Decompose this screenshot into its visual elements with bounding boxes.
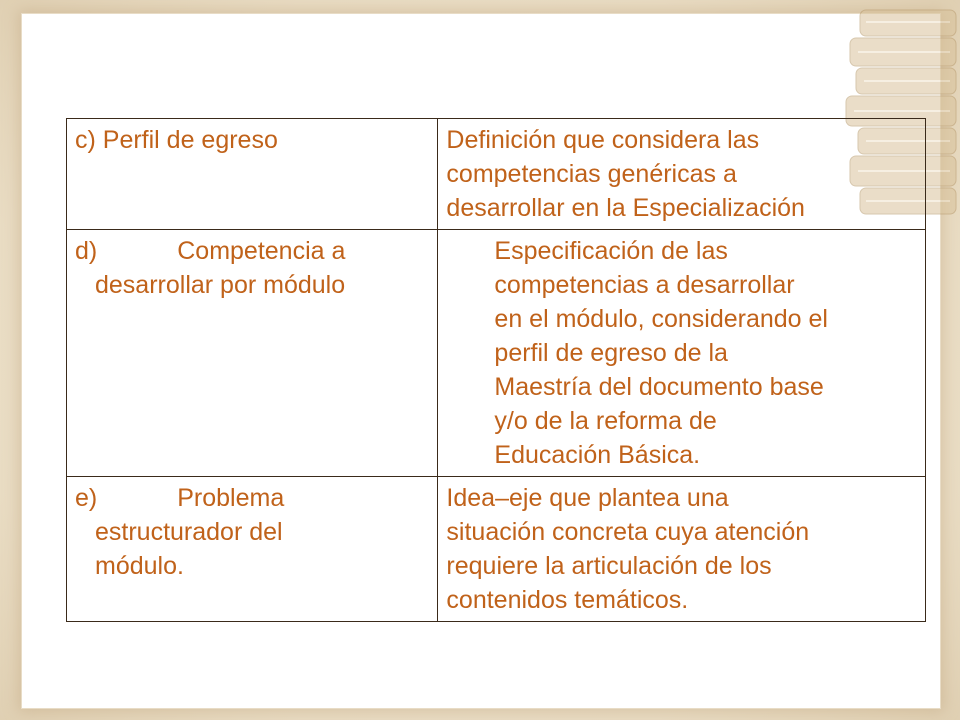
definition-line: Educación Básica. — [494, 441, 701, 469]
table-row — [67, 119, 926, 230]
definition-line: Especificación de las — [494, 237, 728, 265]
definition-line: Maestría del documento base — [494, 373, 824, 401]
definition-line: Definición que considera las — [446, 126, 760, 154]
definition-cell — [438, 230, 926, 477]
definition-line: requiere la articulación de los — [446, 552, 772, 580]
term-cell — [67, 119, 438, 230]
term-cell — [67, 230, 438, 477]
definition-line: competencias a desarrollar — [494, 271, 795, 299]
term-prefix: e) — [75, 484, 98, 512]
term-text: desarrollar por módulo — [95, 271, 346, 299]
definition-cell — [438, 119, 926, 230]
definition-line: contenidos temáticos. — [446, 586, 689, 614]
definition-line: situación concreta cuya atención — [446, 518, 810, 546]
term-text: Problema — [177, 484, 285, 512]
definition-line: y/o de la reforma de — [494, 407, 717, 435]
term-first-line — [75, 481, 431, 515]
definition-line: en el módulo, considerando el — [494, 305, 828, 333]
term-text: Competencia a — [177, 237, 346, 265]
table-row — [67, 477, 926, 622]
definition-line: competencias genéricas a — [446, 160, 737, 188]
definition-line: perfil de egreso de la — [494, 339, 728, 367]
table-row — [67, 230, 926, 477]
term-prefix: d) — [75, 237, 98, 265]
term-text: c) Perfil de egreso — [75, 126, 278, 154]
definition-cell — [438, 477, 926, 622]
term-text: estructurador del — [95, 518, 283, 546]
definitions-table — [66, 118, 926, 622]
term-first-line — [75, 234, 431, 268]
definition-line: desarrollar en la Especialización — [446, 194, 805, 222]
term-text: módulo. — [95, 552, 184, 580]
term-cell — [67, 477, 438, 622]
definition-line: Idea–eje que plantea una — [446, 484, 729, 512]
